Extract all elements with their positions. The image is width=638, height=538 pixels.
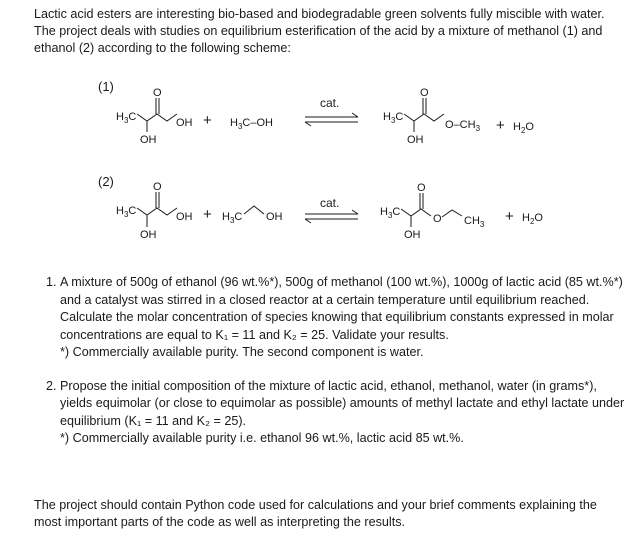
r1-acid-alpha-oh: OH — [140, 134, 157, 146]
r2-ester-link-o: O — [433, 213, 442, 225]
r2-ethanol — [222, 206, 283, 225]
r1-catalyst-label: cat. — [320, 96, 340, 110]
r1-water: $H_2O$ — [513, 121, 534, 135]
r1-ester-ch3-label: $H_3C$ — [383, 111, 404, 125]
r2-catalyst-label: cat. — [320, 196, 340, 210]
reaction-1-lactic-acid — [116, 87, 193, 146]
r1-plus-1: + — [203, 112, 212, 129]
question-1-text: A mixture of 500g of ethanol (96 wt.%*), 500g of methanol (100 wt.%), 1000g of lactic acid (85 wt.%*) and a catalyst was stirred in a closed reactor at a certain temperature until equilibrium reached. Calculate the molar concentration of species knowing that equilibrium constants expressed in molar concentrations are equal to K₁ = 11 and K₂ = 25. Validate your results. — [60, 275, 623, 342]
r2-ethanol-oh: OH — [266, 211, 283, 223]
r2-equilibrium-arrow — [305, 210, 358, 223]
r2-ester-ch3-label: $H_3C$ — [380, 206, 401, 220]
intro-paragraph: Lactic acid esters are interesting bio-based and biodegradable green solvents fully miscible with water. The project deals with studies on equilibrium esterification of the acid by a mixture of methanol (1) and ethanol (2) according to the following scheme: — [34, 7, 605, 56]
r2-ethanol-ch3: $H_3C$ — [222, 211, 243, 225]
question-list — [34, 274, 632, 448]
reaction-2-label: (2) — [98, 174, 114, 189]
r2-plus-1: + — [203, 206, 212, 223]
r1-acid-ch3-label: $H_3C$ — [116, 111, 137, 125]
question-1-note: *) Commercially available purity. The second component is water. — [60, 345, 424, 359]
r2-ester-ch3-end: $CH_3$ — [464, 215, 485, 229]
r1-ester-alpha-oh: OH — [407, 134, 424, 146]
question-2-text: Propose the initial composition of the mixture of lactic acid, ethanol, methanol, water (in grams*), yields equimolar (or close to equimolar as possible) amounts of methyl lactate and ethyl lactate under equilibrium (K₁ = 11 and K₂ = 25). — [60, 378, 625, 428]
r1-acid-carboxyl-oh: OH — [176, 117, 193, 129]
r2-acid-ch3-label: $H_3C$ — [116, 205, 137, 219]
r1-plus-2: + — [496, 117, 505, 134]
reaction-1-label: (1) — [98, 79, 114, 94]
question-item-1 — [60, 274, 632, 362]
reaction-2-ethyl-lactate — [380, 182, 485, 241]
r2-acid-alpha-oh: OH — [140, 229, 157, 241]
question-2-note: *) Commercially available purity i.e. ethanol 96 wt.%, lactic acid 85 wt.%. — [60, 431, 464, 445]
reaction-2-lactic-acid — [116, 181, 193, 241]
r1-ester-o-ch3: $O-CH_3$ — [445, 119, 481, 133]
r2-plus-2: + — [505, 208, 514, 225]
r2-acid-carbonyl-o: O — [153, 181, 162, 193]
r1-acid-carbonyl-o: O — [153, 87, 162, 99]
r2-acid-carboxyl-oh: OH — [176, 211, 193, 223]
r2-ester-alpha-oh: OH — [404, 229, 421, 241]
r1-methanol: $H_3C-OH$ — [230, 117, 273, 131]
closing-paragraph: The project should contain Python code used for calculations and your brief comments explaining the most important parts of the code as well as interpreting the results. — [34, 498, 597, 530]
r2-ester-carbonyl-o: O — [417, 182, 426, 194]
r1-equilibrium-arrow — [305, 113, 358, 126]
r2-water: $H_2O$ — [522, 212, 543, 226]
r1-ester-carbonyl-o: O — [420, 87, 429, 99]
reaction-1-methyl-lactate — [383, 87, 481, 146]
question-item-2 — [60, 378, 632, 448]
